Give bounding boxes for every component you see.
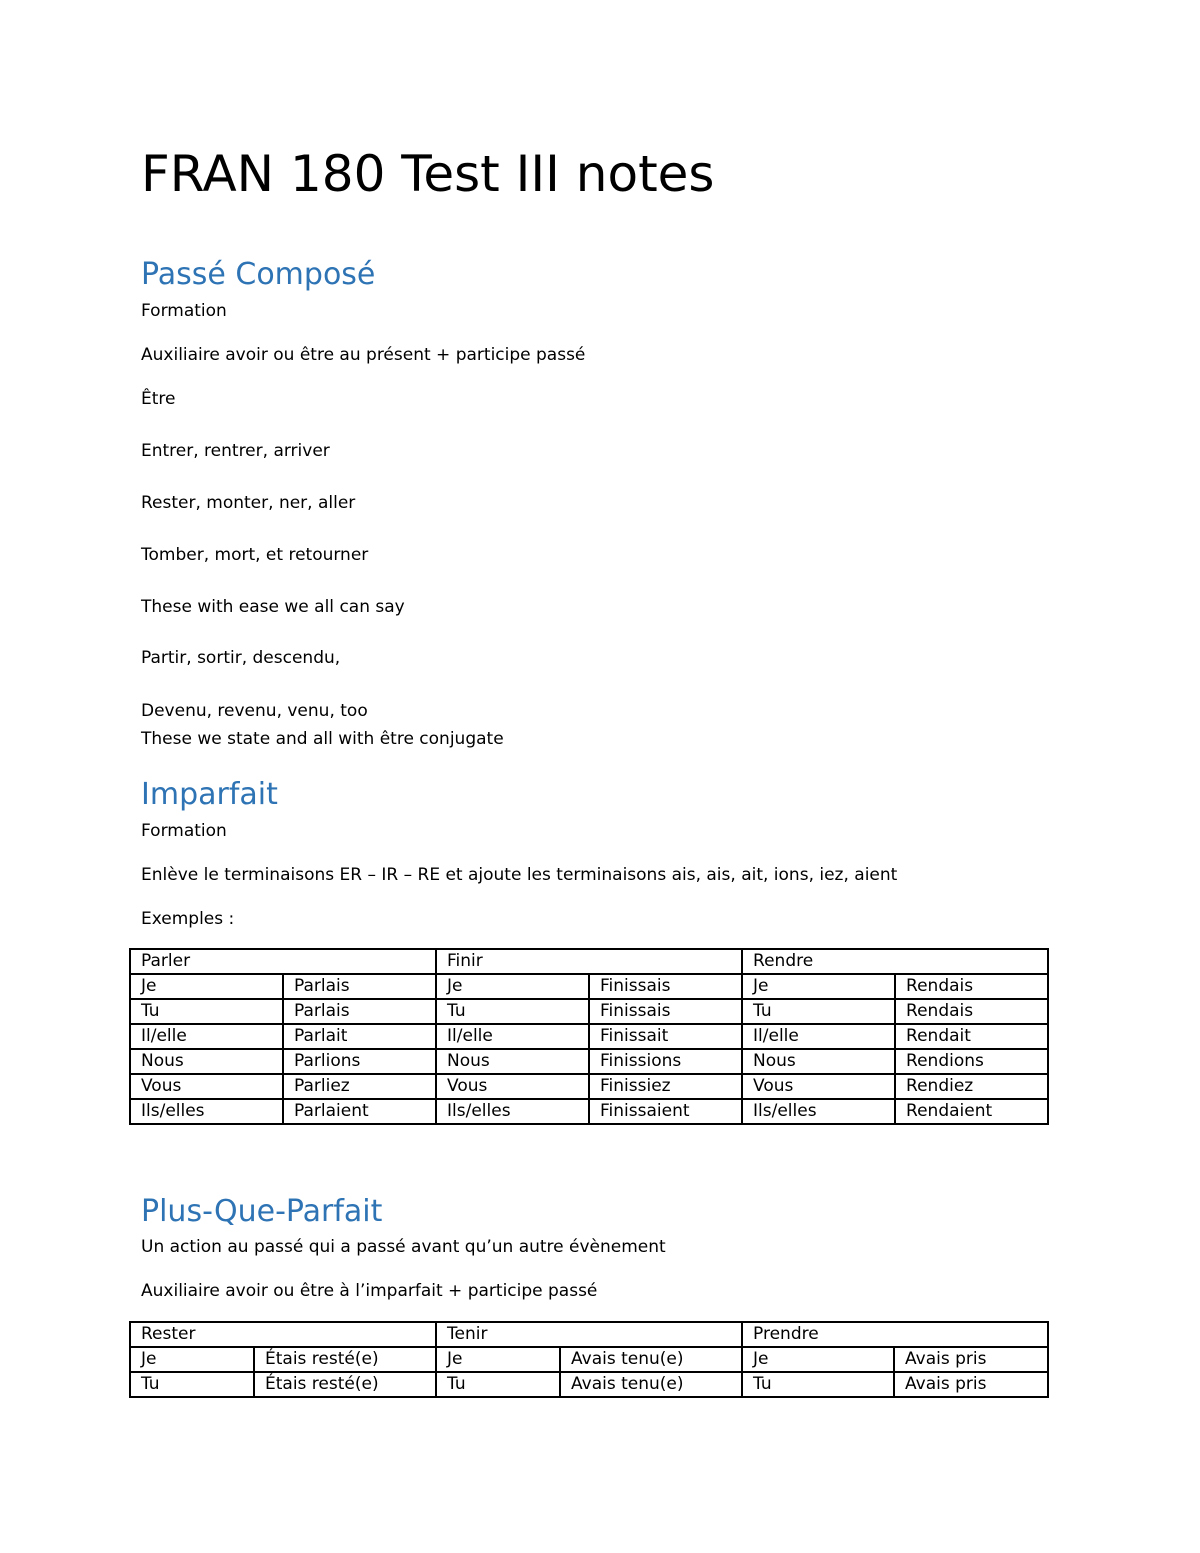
table-cell: Finissait: [589, 1024, 742, 1049]
table-cell: Rendais: [895, 974, 1048, 999]
table-cell: Étais resté(e): [254, 1347, 436, 1372]
table-cell: Tu: [130, 1372, 254, 1397]
heading-passe-compose: Passé Composé: [141, 257, 376, 292]
table-cell: Vous: [130, 1074, 283, 1099]
paragraph: Formation: [141, 821, 227, 841]
table-cell: Ils/elles: [130, 1099, 283, 1124]
paragraph: Entrer, rentrer, arriver: [141, 441, 330, 461]
paragraph: Exemples :: [141, 909, 235, 929]
table-cell: Il/elle: [436, 1024, 589, 1049]
table-cell: Parlais: [283, 999, 436, 1024]
paragraph: Devenu, revenu, venu, too: [141, 701, 368, 721]
table-cell: Je: [130, 974, 283, 999]
table-row: [130, 1347, 1048, 1372]
paragraph: Rester, monter, ner, aller: [141, 493, 356, 513]
table-cell: Rendiez: [895, 1074, 1048, 1099]
heading-imparfait: Imparfait: [141, 777, 278, 812]
table-cell: Tu: [436, 1372, 560, 1397]
paragraph: Enlève le terminaisons ER – IR – RE et ajoute les terminaisons ais, ais, ait, ions, iez, aient: [141, 865, 898, 885]
table-header-cell: Rendre: [742, 949, 1048, 974]
paragraph: Un action au passé qui a passé avant qu’un autre évènement: [141, 1237, 666, 1257]
paragraph: Auxiliaire avoir ou être à l’imparfait + participe passé: [141, 1281, 598, 1301]
table-header-cell: Tenir: [436, 1322, 742, 1347]
table-cell: Étais resté(e): [254, 1372, 436, 1397]
table-cell: Avais tenu(e): [560, 1372, 742, 1397]
table-cell: Parlait: [283, 1024, 436, 1049]
table-header-cell: Parler: [130, 949, 436, 974]
table-row: [130, 1372, 1048, 1397]
table-cell: Tu: [436, 999, 589, 1024]
table-header-cell: Prendre: [742, 1322, 1048, 1347]
table-row: [130, 1099, 1048, 1124]
paragraph: These with ease we all can say: [141, 597, 405, 617]
table-cell: Nous: [742, 1049, 895, 1074]
table-cell: Avais pris: [894, 1347, 1048, 1372]
plus-que-parfait-table: [129, 1321, 1049, 1398]
table-cell: Finissaient: [589, 1099, 742, 1124]
table-cell: Finissais: [589, 999, 742, 1024]
table-cell: Je: [742, 1347, 894, 1372]
imparfait-table: [129, 948, 1049, 1125]
table-header-cell: Rester: [130, 1322, 436, 1347]
table-cell: Parlions: [283, 1049, 436, 1074]
table-header-row: [130, 949, 1048, 974]
table-header-cell: Finir: [436, 949, 742, 974]
paragraph: Partir, sortir, descendu,: [141, 648, 341, 668]
table-cell: Avais pris: [894, 1372, 1048, 1397]
paragraph: Être: [141, 389, 176, 409]
paragraph: Auxiliaire avoir ou être au présent + participe passé: [141, 345, 586, 365]
table-cell: Finissions: [589, 1049, 742, 1074]
table-cell: Nous: [436, 1049, 589, 1074]
table-row: [130, 974, 1048, 999]
table-row: [130, 999, 1048, 1024]
table-cell: Je: [130, 1347, 254, 1372]
table-cell: Rendait: [895, 1024, 1048, 1049]
table-cell: Rendais: [895, 999, 1048, 1024]
table-cell: Parliez: [283, 1074, 436, 1099]
table-row: [130, 1049, 1048, 1074]
table-cell: Ils/elles: [742, 1099, 895, 1124]
table-cell: Avais tenu(e): [560, 1347, 742, 1372]
table-row: [130, 1024, 1048, 1049]
table-cell: Rendions: [895, 1049, 1048, 1074]
table-cell: Vous: [742, 1074, 895, 1099]
table-cell: Vous: [436, 1074, 589, 1099]
table-header-row: [130, 1322, 1048, 1347]
table-cell: Tu: [130, 999, 283, 1024]
table-cell: Finissiez: [589, 1074, 742, 1099]
table-cell: Ils/elles: [436, 1099, 589, 1124]
table-cell: Tu: [742, 1372, 894, 1397]
table-cell: Je: [436, 1347, 560, 1372]
document-title: FRAN 180 Test III notes: [141, 145, 715, 203]
table-cell: Je: [436, 974, 589, 999]
paragraph: These we state and all with être conjugate: [141, 729, 504, 749]
table-cell: Je: [742, 974, 895, 999]
heading-plus-que-parfait: Plus-Que-Parfait: [141, 1194, 383, 1229]
table-cell: Nous: [130, 1049, 283, 1074]
table-cell: Il/elle: [130, 1024, 283, 1049]
table-cell: Finissais: [589, 974, 742, 999]
paragraph: Formation: [141, 301, 227, 321]
table-cell: Parlaient: [283, 1099, 436, 1124]
paragraph: Tomber, mort, et retourner: [141, 545, 369, 565]
table-row: [130, 1074, 1048, 1099]
table-cell: Rendaient: [895, 1099, 1048, 1124]
table-cell: Il/elle: [742, 1024, 895, 1049]
table-cell: Parlais: [283, 974, 436, 999]
table-cell: Tu: [742, 999, 895, 1024]
